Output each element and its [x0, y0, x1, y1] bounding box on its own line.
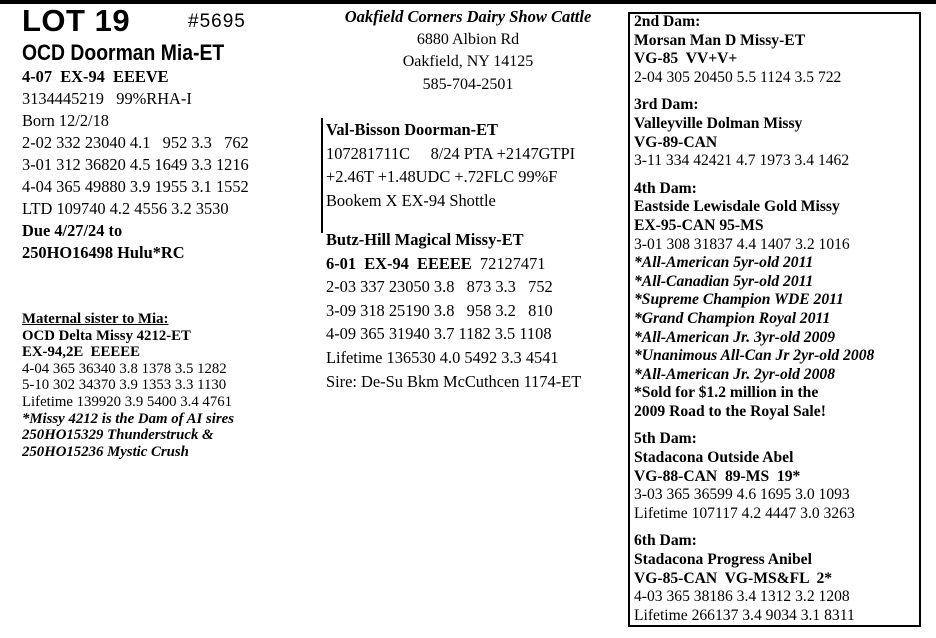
lot-number: #5695: [188, 11, 246, 32]
pedigree-entry: [634, 96, 874, 170]
farm-address-line1: 6880 Albion Rd: [416, 30, 520, 48]
sister-classification: EX-94,2E EEEEE: [22, 344, 140, 361]
pedigree-classification: VG-85 VV+V+: [634, 50, 738, 68]
pedigree-classification: VG-89-CAN: [634, 133, 718, 151]
pedigree-entry: [634, 180, 874, 422]
pedigree-award: *Supreme Champion WDE 2011: [634, 291, 844, 309]
sister-note: 250HO15236 Mystic Crush: [22, 443, 189, 460]
dam-name: Butz-Hill Magical Missy-ET: [326, 230, 524, 249]
cow-due-sire: 250HO16498 Hulu*RC: [22, 243, 185, 262]
consignor: [318, 6, 618, 96]
pedigree-record: Lifetime 266137 3.4 9034 3.1 8311: [634, 606, 855, 624]
pedigree-label: 5th Dam:: [634, 430, 697, 448]
pedigree-sale-note: 2009 Road to the Royal Sale!: [634, 402, 826, 420]
dam-id: 72127471: [479, 253, 546, 273]
dam-record: Lifetime 136530 4.0 5492 3.3 4541: [326, 347, 559, 367]
pedigree-sale-note: *Sold for $1.2 million in the: [634, 384, 819, 402]
pedigree-label: 6th Dam:: [634, 532, 697, 550]
cow-record: LTD 109740 4.2 4556 3.2 3530: [22, 199, 229, 218]
dam-record: 3-09 318 25190 3.8 958 3.2 810: [326, 300, 553, 320]
pedigree-award: *All-American Jr. 2yr-old 2008: [634, 365, 835, 383]
pedigree-label: 4th Dam:: [634, 179, 697, 197]
pedigree-record: 4-03 365 38186 3.4 1312 3.2 1208: [634, 588, 850, 606]
cow-details: [22, 66, 249, 264]
farm-address-line2: Oakfield, NY 14125: [402, 53, 534, 70]
sire-line: +2.46T +1.48UDC +.72FLC 99%F: [326, 167, 558, 186]
pedigree-award: *Unanimous All-Can Jr 2yr-old 2008: [634, 347, 875, 365]
sister-note: *Missy 4212 is the Dam of AI sires: [22, 410, 234, 427]
pedigree-award: *Grand Champion Royal 2011: [634, 309, 831, 327]
cow-record: 2-02 332 23040 4.1 952 3.3 762: [22, 133, 249, 152]
dam-record: 4-09 365 31940 3.7 1182 3.5 1108: [326, 324, 552, 344]
cow-record: 4-04 365 49880 3.9 1955 3.1 1552: [22, 177, 249, 196]
sire-line: Bookem X EX-94 Shottle: [326, 190, 496, 210]
sister-note: 250HO15329 Thunderstruck &: [22, 427, 214, 444]
lot-title: LOT 19: [22, 3, 131, 38]
pedigree-label: 2nd Dam:: [634, 13, 701, 30]
pedigree-award: *All-American Jr. 3yr-old 2009: [634, 328, 835, 346]
maternal-sister: [22, 311, 234, 460]
sister-record: Lifetime 139920 3.9 5400 3.4 4761: [22, 393, 233, 410]
cow-due-date: Due 4/27/24 to: [22, 221, 123, 240]
cow-name: OCD Doorman Mia-ET: [22, 40, 225, 65]
dam-classification-row: [326, 252, 581, 276]
pedigree-record: 3-01 308 31837 4.4 1407 3.2 1016: [634, 235, 850, 253]
pedigree-label: 3rd Dam:: [634, 96, 699, 114]
pedigree-record: 2-04 305 20450 5.5 1124 3.5 722: [634, 68, 842, 86]
sire-name: Val-Bisson Doorman-ET: [326, 120, 498, 139]
pedigree-name: Valleyville Dolman Missy: [634, 114, 803, 132]
pedigree-record: Lifetime 107117 4.2 4447 3.0 3263: [634, 504, 855, 522]
cow-record: 3-01 312 36820 4.5 1649 3.3 1216: [22, 155, 249, 174]
pedigree-name: Eastside Lewisdale Gold Missy: [634, 198, 840, 216]
sire-line: 107281711C 8/24 PTA +2147GTPI: [326, 143, 576, 163]
top-rule: [0, 0, 936, 4]
pedigree-entry: [634, 13, 874, 87]
pedigree-classification: VG-88-CAN 89-MS 19*: [634, 467, 801, 485]
farm-phone: 585-704-2501: [422, 75, 514, 93]
farm-name: Oakfield Corners Dairy Show Cattle: [344, 7, 592, 26]
pedigree-award: *All-American 5yr-old 2011: [634, 254, 814, 272]
pedigree-name: Stadacona Progress Anibel: [634, 551, 812, 569]
sire: [326, 118, 575, 212]
pedigree-entry: [634, 430, 874, 523]
pedigree-list: [634, 13, 874, 625]
pedigree-name: Morsan Man D Missy-ET: [634, 31, 806, 49]
dam-classification: 6-01 EX-94 EEEEE: [326, 253, 472, 273]
cow-born: Born 12/2/18: [22, 111, 109, 130]
sister-name: OCD Delta Missy 4212-ET: [22, 327, 191, 344]
pedigree-award: *All-Canadian 5yr-old 2011: [634, 272, 814, 290]
sister-heading: Maternal sister to Mia:: [22, 311, 169, 327]
dam: [326, 228, 581, 393]
sister-record: 4-04 365 36340 3.8 1378 3.5 1282: [22, 360, 227, 377]
pedigree-classification: VG-85-CAN VG-MS&FL 2*: [634, 569, 833, 587]
dam-record: 2-03 337 23050 3.8 873 3.3 752: [326, 277, 553, 297]
pedigree-record: 3-11 334 42421 4.7 1973 3.4 1462: [634, 152, 850, 170]
pedigree-bracket: [321, 118, 323, 233]
pedigree-name: Stadacona Outside Abel: [634, 449, 794, 467]
pedigree-entry: [634, 532, 874, 625]
pedigree-classification: EX-95-CAN 95-MS: [634, 216, 764, 234]
dam-sire: Sire: De-Su Bkm McCuthcen 1174-ET: [326, 371, 582, 391]
pedigree-record: 3-03 365 36599 4.6 1695 3.0 1093: [634, 486, 850, 504]
sister-record: 5-10 302 34370 3.9 1353 3.3 1130: [22, 377, 227, 394]
cow-id: 3134445219 99%RHA-I: [22, 89, 192, 108]
cow-classification: 4-07 EX-94 EEEVE: [22, 67, 169, 86]
